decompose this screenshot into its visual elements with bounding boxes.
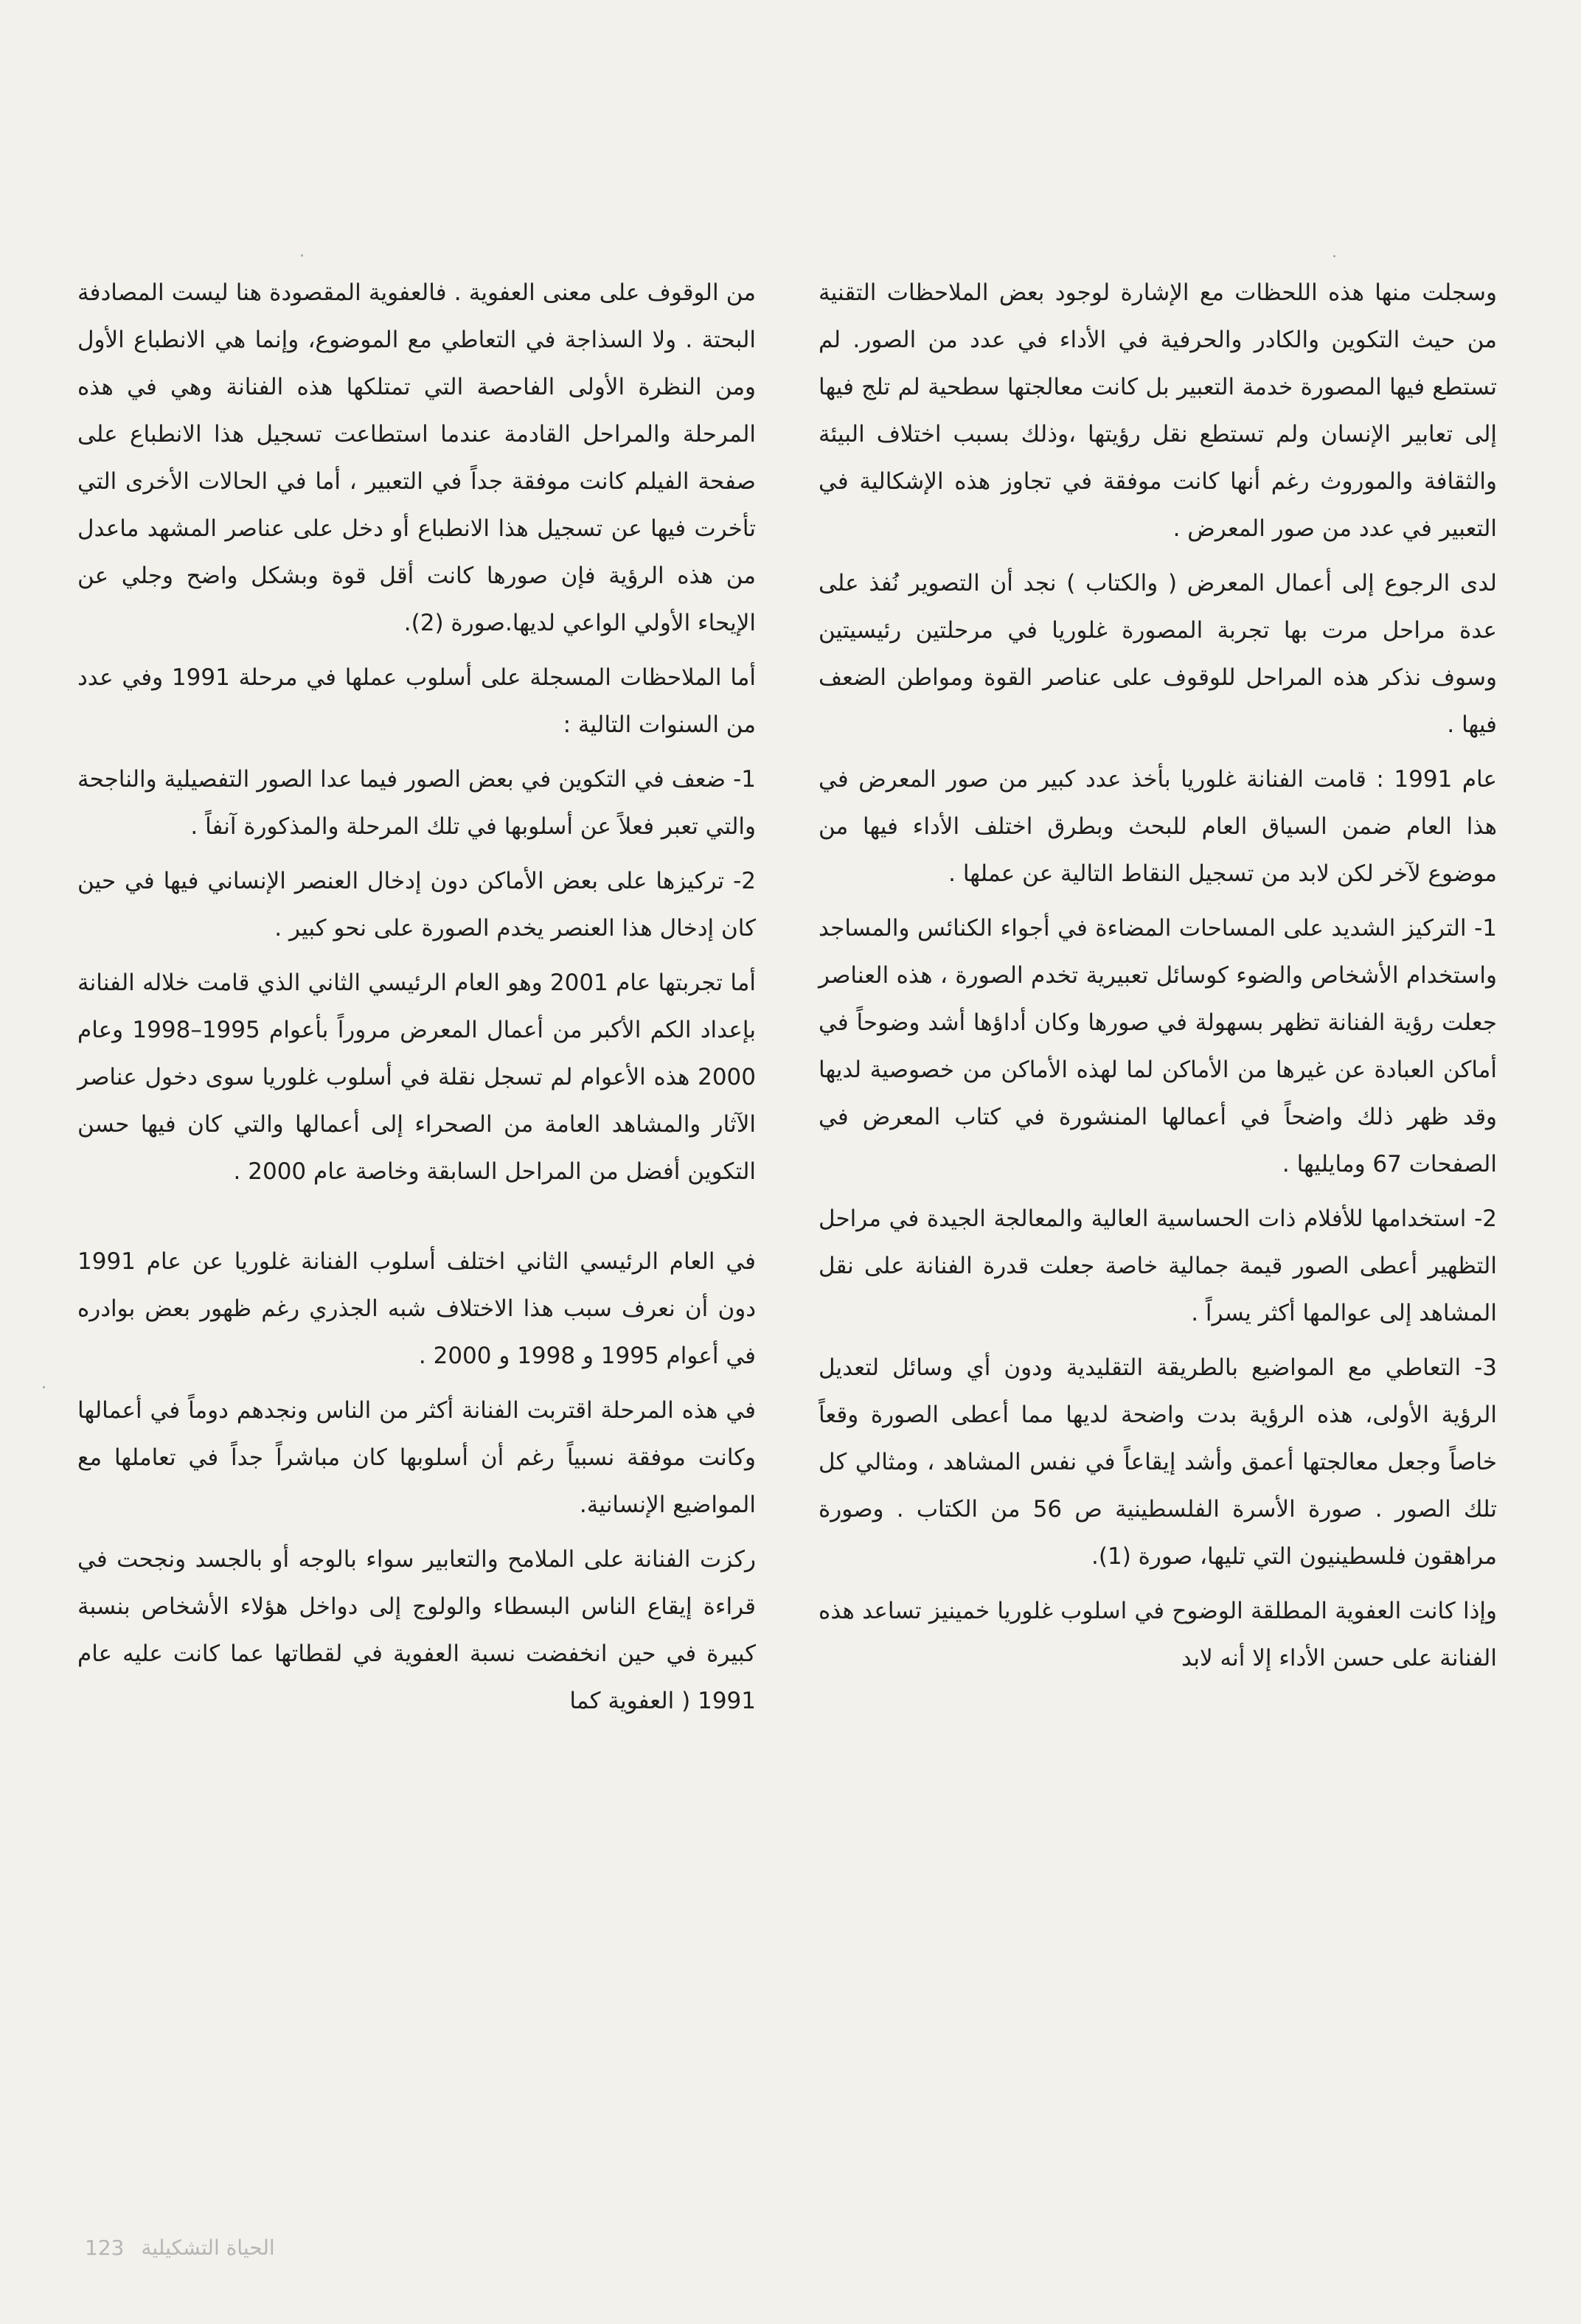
paragraph: ركزت الفنانة على الملامح والتعابير سواء بالوجه أو بالجسد ونجحت في قراءة إيقاع الناس البسطاء والولوج إلى دواخل هؤلاء الأشخاص بنسبة كبيرة في حين انخفضت نسبة العفوية في لقطاتها عما كانت عليه عام 1991 ( العفوية كما bbox=[77, 1546, 756, 1714]
paragraph: 2- استخدامها للأفلام ذات الحساسية العالية والمعالجة الجيدة في مراحل التظهير أعطى الصور قيمة جمالية خاصة جعلت قدرة الفنانة على نقل المشاهد إلى عوالمها أكثر يسراً . bbox=[819, 1206, 1497, 1326]
left-text-column bbox=[77, 269, 756, 1732]
paragraph: 2- تركيزها على بعض الأماكن دون إدخال العنصر الإنساني فيها في حين كان إدخال هذا العنصر يخدم الصورة على نحو كبير . bbox=[77, 868, 756, 942]
paragraph: 3- التعاطي مع المواضيع بالطريقة التقليدية ودون أي وسائل لتعديل الرؤية الأولى، هذه الرؤية بدت واضحة لديها مما أعطى الصورة وقعاً خاصاً وجعل معالجتها أعمق وأشد إيقاعاً في نفس المشاهد ، ومثالي كل تلك الصور . صورة الأسرة الفلسطينية ص 56 من الكتاب . وصورة مراهقون فلسطينيون التي تليها، صورة (1). bbox=[819, 1354, 1498, 1570]
page-number: 123 bbox=[85, 2236, 125, 2260]
paragraph: 1- ضعف في التكوين في بعض الصور فيما عدا الصور التفصيلية والناجحة والتي تعبر فعلاً عن أسلوبها في تلك المرحلة والمذكورة آنفاً . bbox=[77, 766, 756, 840]
print-dot bbox=[301, 254, 303, 257]
paragraph: أما الملاحظات المسجلة على أسلوب عملها في مرحلة 1991 وفي عدد من السنوات التالية : bbox=[77, 664, 756, 738]
paragraph: عام 1991 : قامت الفنانة غلوريا بأخذ عدد كبير من صور المعرض في هذا العام ضمن السياق العام للبحث وبطرق اختلف الأداء فيها من موضوع لآخر لكن لابد من تسجيل النقاط التالية عن عملها . bbox=[819, 766, 1497, 887]
magazine-title: الحياة التشكيلية bbox=[141, 2236, 275, 2260]
right-text-column bbox=[819, 269, 1497, 1689]
paragraph: لدى الرجوع إلى أعمال المعرض ( والكتاب ) نجد أن التصوير نُفذ على عدة مراحل مرت بها تجربة المصورة غلوريا في مرحلتين رئيسيتين وسوف نذكر هذه المراحل للوقوف على عناصر القوة ومواطن الضعف فيها . bbox=[819, 570, 1497, 738]
paragraph: من الوقوف على معنى العفوية . فالعفوية المقصودة هنا ليست المصادفة البحتة . ولا السذاجة في التعاطي مع الموضوع، وإنما هي الانطباع الأول ومن النظرة الأولى الفاحصة التي تمتلكها هذه الفنانة وهي في هذه المرحلة والمراحل القادمة عندما استطاعت تسجيل هذا الانطباع على صفحة الفيلم كانت موفقة جداً في التعبير ، أما في الحالات الأخرى التي تأخرت فيها عن تسجيل هذا الانطباع أو دخل على عناصر المشهد ماعدل من هذه الرؤية فإن صورها كانت أقل قوة وبشكل واضح وجلي عن الإيحاء الأولي الواعي لديها.صورة (2). bbox=[77, 279, 756, 636]
paragraph: أما تجربتها عام 2001 وهو العام الرئيسي الثاني الذي قامت خلاله الفنانة بإعداد الكم الأكبر من أعمال المعرض مروراً بأعوام 1995–1998 وعام 2000 هذه الأعوام لم تسجل نقلة في أسلوب غلوريا سوى دخول عناصر الآثار والمشاهد العامة من الصحراء إلى أعمالها والتي كان فيها حسن التكوين أفضل من المراحل السابقة وخاصة عام 2000 . bbox=[77, 970, 756, 1185]
print-dot bbox=[43, 1386, 45, 1388]
paragraph: وسجلت منها هذه اللحظات مع الإشارة لوجود بعض الملاحظات التقنية من حيث التكوين والكادر والحرفية في الأداء في عدد من الصور. لم تستطع فيها المصورة خدمة التعبير بل كانت معالجتها سطحية لم تلج فيها إلى تعابير الإنسان ولم تستطع نقل رؤيتها ،وذلك بسبب اختلاف البيئة والثقافة والموروث رغم أنها كانت موفقة في تجاوز هذه الإشكالية في التعبير في عدد من صور المعرض . bbox=[819, 279, 1497, 542]
page-footer bbox=[85, 2236, 275, 2260]
print-dot bbox=[1333, 255, 1335, 257]
paragraph: في العام الرئيسي الثاني اختلف أسلوب الفنانة غلوريا عن عام 1991 دون أن نعرف سبب هذا الاختلاف شبه الجذري رغم ظهور بعض بوادره في أعوام 1995 و 1998 و 2000 . bbox=[77, 1248, 756, 1369]
paragraph: في هذه المرحلة اقتربت الفنانة أكثر من الناس ونجدهم دوماً في أعمالها وكانت موفقة نسبياً رغم أن أسلوبها كان مباشراً جداً في تعاملها مع المواضيع الإنسانية. bbox=[77, 1397, 756, 1518]
paragraph: 1- التركيز الشديد على المساحات المضاءة في أجواء الكنائس والمساجد واستخدام الأشخاص والضوء كوسائل تعبيرية تخدم الصورة ، هذه العناصر جعلت رؤية الفنانة تظهر بسهولة في صورها وكان أداؤها أشد وضوحاً في أماكن العبادة عن غيرها من الأماكن لما لهذه الأماكن من خصوصية لديها وقد ظهر ذلك واضحاً في أعمالها المنشورة في كتاب المعرض في الصفحات 67 ومايليها . bbox=[819, 915, 1497, 1177]
paragraph: وإذا كانت العفوية المطلقة الوضوح في اسلوب غلوريا خمينيز تساعد هذه الفنانة على حسن الأداء إلا أنه لابد bbox=[819, 1598, 1497, 1671]
